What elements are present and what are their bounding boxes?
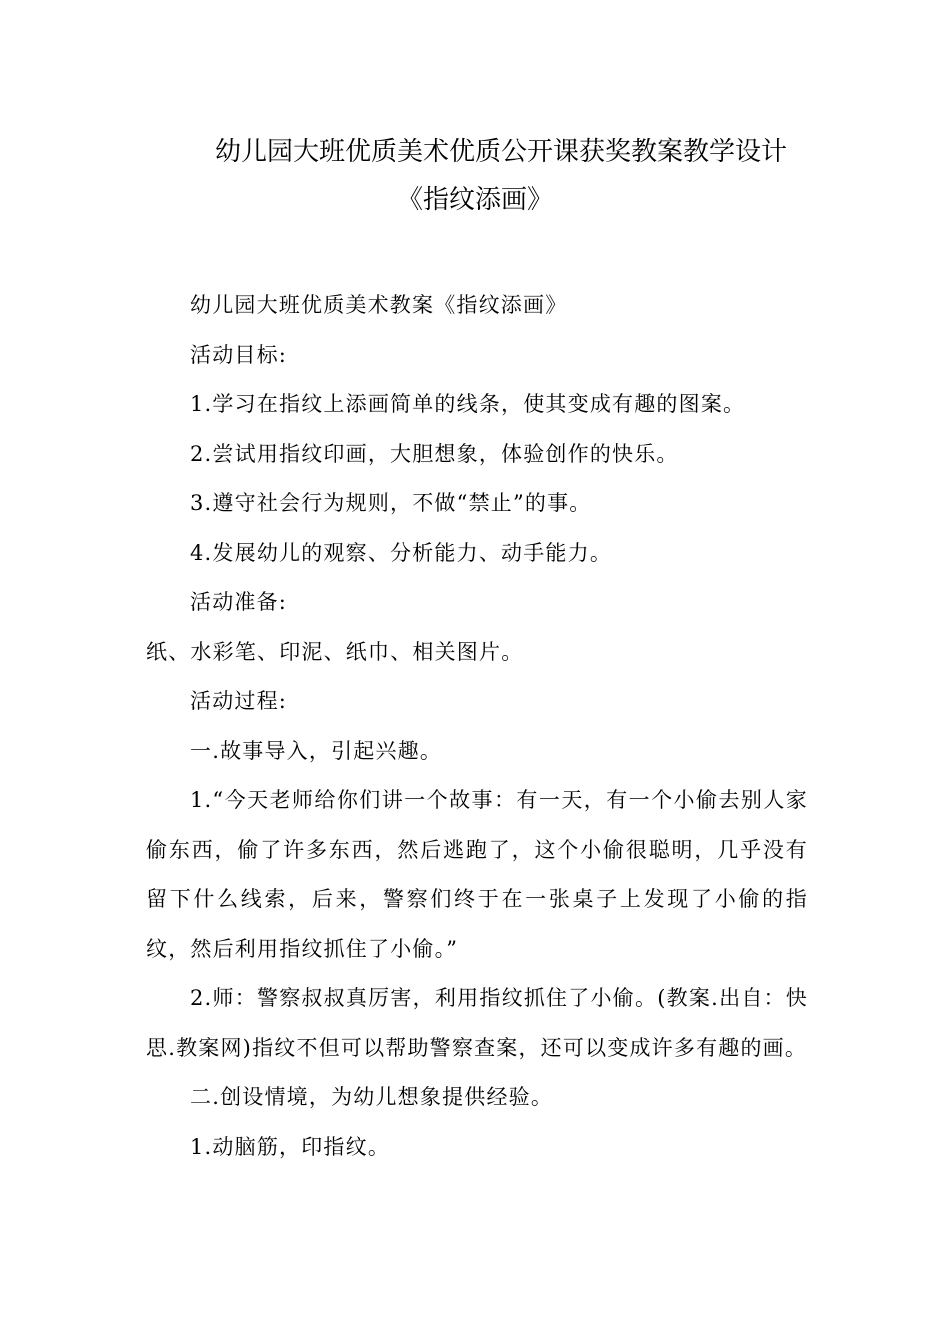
paragraph-goal-3: 3.遵守社会行为规则，不做“禁止”的事。 — [190, 491, 592, 515]
paragraph-heading: 幼儿园大班优质美术教案《指纹添画》 — [190, 293, 568, 317]
paragraph-step-1: 1.动脑筋，印指纹。 — [190, 1134, 391, 1159]
paragraph-story: 1.“今天老师给你们讲一个故事：有一天，有一个小偷去别人家偷东西，偷了许多东西，然后逃跑了，这个小偷很聪明，几乎没有留下什么线索，后来，警察们终于在一张桌子上发现了小偷的指纹，然后利用指纹抓住了小偷。” — [146, 788, 808, 961]
paragraph-teacher: 2.师：警察叔叔真厉害，利用指纹抓住了小偷。(教案.出自：快思.教案网)指纹不但可以帮助警察查案，还可以变成许多有趣的画。 — [146, 986, 808, 1060]
paragraph-process-label: 活动过程: — [190, 689, 288, 713]
paragraph-section-2: 二.创设情境，为幼儿想象提供经验。 — [190, 1085, 554, 1109]
paragraph-goal-2: 2.尝试用指纹印画，大胆想象，体验创作的快乐。 — [190, 441, 679, 466]
paragraph-prep-items: 纸、水彩笔、印泥、纸巾、相关图片。 — [146, 639, 524, 664]
paragraph-section-1: 一.故事导入，引起兴趣。 — [190, 738, 443, 763]
paragraph-goal-1: 1.学习在指纹上添画简单的线条，使其变成有趣的图案。 — [190, 392, 746, 416]
paragraph-goals-label: 活动目标: — [190, 342, 288, 367]
paragraph-prep-label: 活动准备: — [190, 590, 288, 614]
paragraph-goal-4: 4.发展幼儿的观察、分析能力、动手能力。 — [190, 540, 613, 565]
document-body — [146, 281, 808, 1172]
document-title: 幼儿园大班优质美术优质公开课获奖教案教学设计 — [214, 137, 787, 167]
document-subtitle: 《指纹添画》 — [396, 185, 553, 215]
